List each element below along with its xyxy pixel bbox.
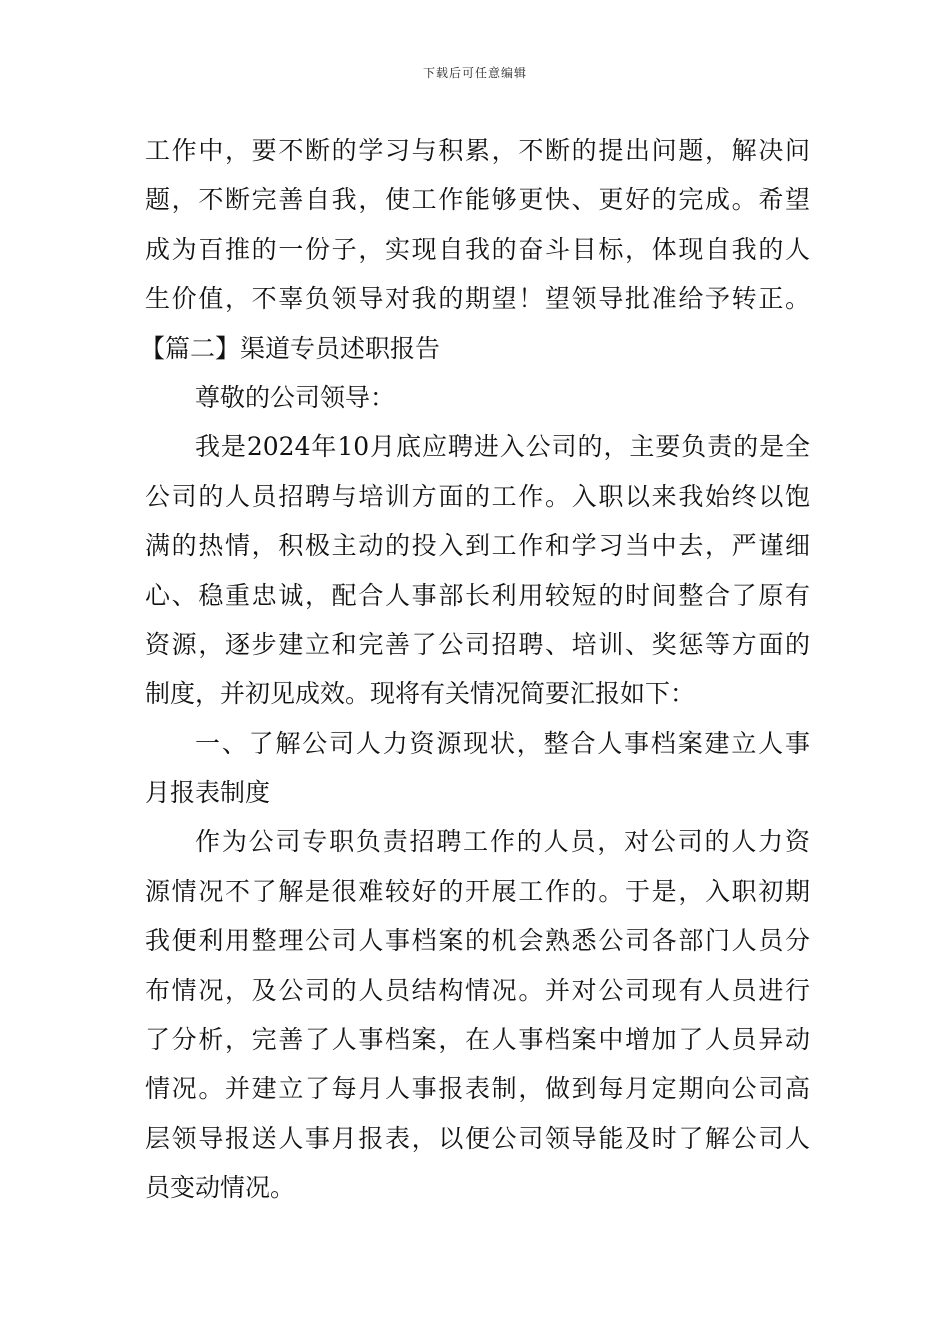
page-header: 下载后可任意编辑 bbox=[422, 66, 527, 80]
text-line: 制度，并初见成效。现将有关情况简要汇报如下： bbox=[145, 679, 696, 709]
text-line: 我是2024年10月底应聘进入公司的，主要负责的是全 bbox=[195, 432, 810, 462]
text-line: 层领导报送人事月报表，以便公司领导能及时了解公司人 bbox=[145, 1123, 810, 1153]
text-line: 工作中，要不断的学习与积累，不断的提出问题，解决问 bbox=[145, 136, 810, 165]
subsection-heading-continued: 月报表制度 bbox=[145, 778, 271, 808]
text-line: 满的热情，积极主动的投入到工作和学习当中去，严谨细 bbox=[145, 531, 810, 561]
text-line: 资源，逐步建立和完善了公司招聘、培训、奖惩等方面的 bbox=[145, 629, 810, 659]
text-line: 成为百推的一份子，实现自我的奋斗目标，体现自我的人 bbox=[145, 234, 810, 264]
text-line: 员变动情况。 bbox=[145, 1173, 296, 1203]
text-line: 了分析，完善了人事档案，在人事档案中增加了人员异动 bbox=[145, 1025, 810, 1055]
section-heading: 【篇二】渠道专员述职报告 bbox=[140, 333, 441, 363]
text-line: 生价值，不辜负领导对我的期望！望领导批准给予转正。 bbox=[145, 284, 810, 314]
text-line: 公司的人员招聘与培训方面的工作。入职以来我始终以饱 bbox=[145, 481, 810, 511]
text-line: 我便利用整理公司人事档案的机会熟悉公司各部门人员分 bbox=[145, 926, 810, 956]
document-body bbox=[140, 126, 810, 1213]
text-line: 情况。并建立了每月人事报表制，做到每月定期向公司高 bbox=[145, 1074, 810, 1104]
text-line: 题，不断完善自我，使工作能够更快、更好的完成。希望 bbox=[145, 185, 810, 215]
text-line: 心、稳重忠诚，配合人事部长利用较短的时间整合了原有 bbox=[145, 580, 810, 610]
text-line: 布情况，及公司的人员结构情况。并对公司现有人员进行 bbox=[145, 975, 810, 1005]
salutation: 尊敬的公司领导： bbox=[195, 382, 396, 412]
text-line: 源情况不了解是很难较好的开展工作的。于是，入职初期 bbox=[145, 876, 810, 906]
subsection-heading: 一、了解公司人力资源现状，整合人事档案建立人事 bbox=[195, 728, 810, 758]
text-line: 作为公司专职负责招聘工作的人员，对公司的人力资 bbox=[195, 827, 810, 857]
